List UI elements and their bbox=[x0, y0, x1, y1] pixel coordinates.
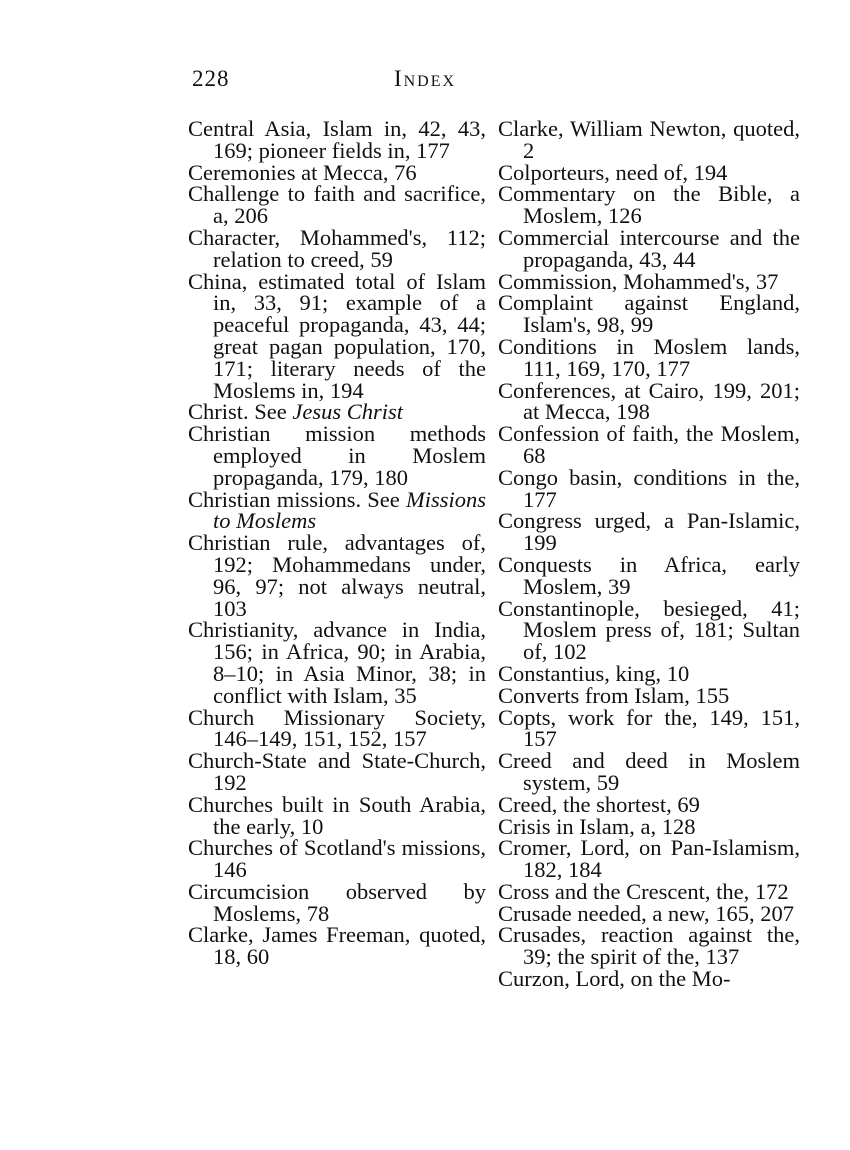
index-entry bbox=[498, 660, 800, 686]
index-entry-text: Challenge to faith and sacrifice, a, 206 bbox=[188, 181, 486, 229]
index-entry-text: Confession of faith, the Moslem, 68 bbox=[498, 421, 800, 468]
index-entry-text: Churches of Scotland's missions, 146 bbox=[188, 835, 486, 883]
index-column-right bbox=[498, 118, 800, 990]
index-entry-cross-reference: Missions to Moslems bbox=[213, 486, 486, 534]
index-entry bbox=[188, 924, 486, 968]
index-column-left bbox=[188, 118, 486, 968]
index-entry-text: Circumcision observed by Moslems, 78 bbox=[188, 878, 486, 926]
index-entry-text: Church-State and State-Church, 192 bbox=[188, 748, 486, 795]
index-entry bbox=[498, 968, 800, 990]
index-entry-text: Commercial intercourse and the propaganda, 43, 44 bbox=[498, 224, 800, 272]
index-entry-text: Converts from Islam, 155 bbox=[498, 682, 730, 708]
index-entry-text: Copts, work for the, 149, 151, 157 bbox=[498, 704, 800, 752]
index-entry-text: Ceremonies at Mecca, 76 bbox=[188, 159, 417, 185]
index-entry-text: Churches built in South Arabia, the early, 10 bbox=[188, 791, 486, 839]
index-entry-text: Clarke, William Newton, quoted, 2 bbox=[498, 116, 800, 163]
index-entry-text: Crusades, reaction against the, 39; the spirit of the, 137 bbox=[498, 922, 800, 970]
index-entry bbox=[498, 878, 800, 904]
index-entry-text: Crisis in Islam, a, 128 bbox=[498, 813, 696, 839]
index-entry bbox=[188, 118, 486, 162]
index-entry bbox=[498, 423, 800, 467]
index-entry bbox=[498, 837, 800, 881]
index-entry-text: Creed and deed in Moslem system, 59 bbox=[498, 748, 800, 795]
index-entry bbox=[498, 704, 800, 752]
index-entry bbox=[188, 423, 486, 488]
index-entry bbox=[498, 333, 800, 381]
index-entry bbox=[498, 183, 800, 227]
index-entry-text: Constantius, king, 10 bbox=[498, 660, 690, 686]
index-entry bbox=[498, 900, 800, 926]
index-entry-text: Congress urged, a Pan-Islamic, 199 bbox=[498, 508, 800, 556]
index-entry bbox=[188, 791, 486, 839]
index-entry-text: Conditions in Moslem lands, 111, 169, 170, 177 bbox=[498, 333, 800, 381]
index-entry bbox=[498, 510, 800, 554]
index-entry-text: Crusade needed, a new, 165, 207 bbox=[498, 900, 794, 926]
index-entry-text: Constantinople, besieged, 41; Moslem press of, 181; Sultan of, 102 bbox=[498, 595, 800, 665]
index-entry-text: Church Missionary Society, 146–149, 151, 152, 157 bbox=[188, 704, 486, 752]
index-entry bbox=[498, 292, 800, 336]
index-entry bbox=[498, 791, 800, 817]
index-entry bbox=[498, 464, 800, 512]
index-entry bbox=[498, 551, 800, 599]
index-entry-text: Clarke, James Freeman, quoted, 18, 60 bbox=[188, 922, 486, 970]
index-entry-text: Commentary on the Bible, a Moslem, 126 bbox=[498, 181, 800, 229]
index-entry-text: Christian missions. See bbox=[188, 486, 406, 512]
index-entry-text: Cross and the Crescent, the, 172 bbox=[498, 878, 789, 904]
page-number: 228 bbox=[192, 66, 230, 91]
index-entry-text: Christian mission methods employed in Moslem propaganda, 179, 180 bbox=[188, 421, 486, 490]
index-entry bbox=[188, 750, 486, 794]
index-entry-cross-reference: Jesus Christ bbox=[292, 399, 404, 425]
index-entry-text: Central Asia, Islam in, 42, 43, 169; pioneer fields in, 177 bbox=[188, 116, 486, 163]
index-entry bbox=[498, 924, 800, 968]
index-entry bbox=[188, 224, 486, 272]
index-entry bbox=[498, 159, 800, 185]
index-entry bbox=[188, 532, 486, 619]
index-entry-text: Conferences, at Cairo, 199, 201; at Mecca, 198 bbox=[498, 377, 800, 425]
index-entry-text: Conquests in Africa, early Moslem, 39 bbox=[498, 551, 800, 599]
index-entry bbox=[188, 159, 486, 185]
index-entry bbox=[498, 118, 800, 162]
index-entry-text: Complaint against England, Islam's, 98, 99 bbox=[498, 290, 800, 338]
index-entry-text: Character, Mohammed's, 112; relation to creed, 59 bbox=[188, 224, 486, 272]
index-entry bbox=[188, 619, 486, 706]
index-entry-text: China, estimated total of Islam in, 33, 91; example of a peaceful propaganda, 43, 44; great pagan population, 170, 171; literary needs of the Moslems in, 194 bbox=[188, 268, 486, 403]
index-entry bbox=[498, 750, 800, 794]
index-entry bbox=[188, 878, 486, 926]
index-entry bbox=[188, 704, 486, 752]
index-entry-text: Commission, Mohammed's, 37 bbox=[498, 268, 779, 294]
index-entry bbox=[498, 377, 800, 425]
index-entry bbox=[188, 401, 486, 423]
index-entry-text: Christ. See bbox=[188, 399, 293, 425]
index-entry bbox=[498, 595, 800, 665]
index-entry-text: Cromer, Lord, on Pan-Islamism, 182, 184 bbox=[498, 835, 800, 883]
index-entry-text: Congo basin, conditions in the, 177 bbox=[498, 464, 800, 512]
index-entry bbox=[188, 268, 486, 403]
index-entry-text: Christianity, advance in India, 156; in Africa, 90; in Arabia, 8–10; in Asia Minor, 38; in conflict with Islam, 35 bbox=[188, 617, 486, 708]
running-head: Index bbox=[393, 66, 457, 91]
index-entry-text: Colporteurs, need of, 194 bbox=[498, 159, 728, 185]
index-entry-text: Creed, the shortest, 69 bbox=[498, 791, 700, 817]
index-entry bbox=[498, 682, 800, 708]
index-entry bbox=[188, 837, 486, 881]
index-entry bbox=[188, 183, 486, 227]
index-entry bbox=[498, 813, 800, 839]
index-entry bbox=[498, 224, 800, 272]
index-entry bbox=[188, 486, 486, 534]
index-entry-text: Christian rule, advantages of, 192; Mohammedans under, 96, 97; not always neutral, 103 bbox=[188, 530, 486, 621]
index-entry-text: Curzon, Lord, on the Mo- bbox=[498, 966, 731, 992]
index-entry bbox=[498, 268, 800, 294]
